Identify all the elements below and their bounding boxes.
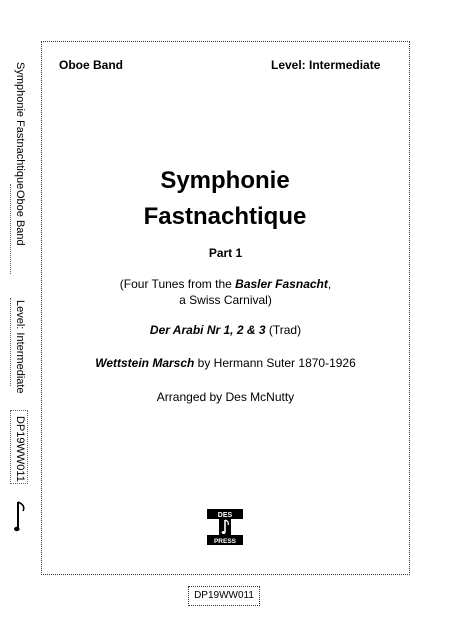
arranger: Arranged by Des McNutty xyxy=(156,390,295,404)
des-press-logo xyxy=(203,505,247,549)
spine-level: Level: Intermediate xyxy=(14,300,26,394)
piece-2-note: by Hermann Suter 1870-1926 xyxy=(194,356,356,370)
subtitle-emphasis: Basler Fasnacht xyxy=(235,277,328,291)
part-label: Part 1 xyxy=(208,246,243,260)
header-level: Level: Intermediate xyxy=(271,58,381,72)
piece-2 xyxy=(41,355,410,371)
piece-1-note: (Trad) xyxy=(265,323,302,337)
subtitle-prefix: (Four Tunes from the xyxy=(119,277,236,291)
subtitle-line-1 xyxy=(41,276,410,292)
catalog-code: DP19WW011 xyxy=(188,586,260,606)
logo-top-text: DES xyxy=(217,512,233,519)
header-ensemble: Oboe Band xyxy=(59,58,124,72)
title-line-2: Fastnachtique xyxy=(143,203,307,230)
subtitle-line-2: a Swiss Carnival) xyxy=(179,293,272,307)
piece-1-name: Der Arabi Nr 1, 2 & 3 xyxy=(149,323,266,337)
spine-title: Symphonie Fastnachtique xyxy=(14,62,26,190)
title-line-1: Symphonie xyxy=(160,167,290,194)
music-note-icon xyxy=(14,500,26,534)
logo-bottom-text: PRESS xyxy=(213,538,237,545)
spine-code: DP19WW011 xyxy=(14,416,26,482)
piece-2-name: Wettstein Marsch xyxy=(95,356,195,370)
spine-divider-2 xyxy=(10,298,11,386)
spine-ensemble: Oboe Band xyxy=(14,190,26,246)
piece-1 xyxy=(41,322,410,338)
subtitle-suffix: , xyxy=(327,277,332,291)
cover-frame xyxy=(41,41,410,575)
